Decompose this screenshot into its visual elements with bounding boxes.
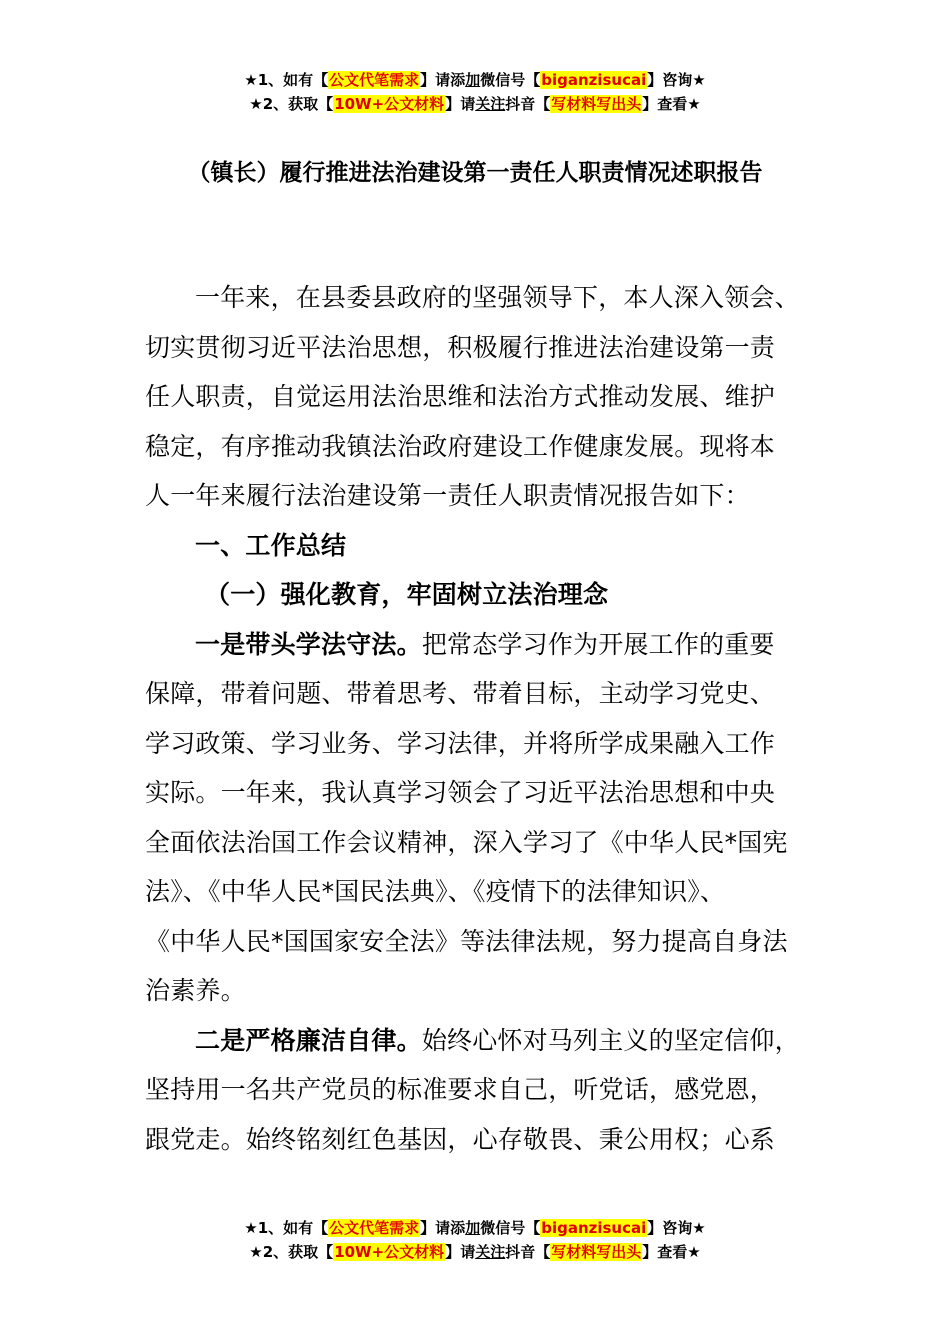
paragraph-text: 始终心怀对马列主义的坚定信仰， <box>421 1025 800 1055</box>
intro-line: 人一年来履行法治建设第一责任人职责情况报告如下： <box>145 481 750 510</box>
banner-text: ★1、如有【 <box>244 71 329 89</box>
banner-text: 抖音【 <box>505 1243 551 1261</box>
paragraph-text: 把常态学习作为开展工作的重要 <box>421 629 775 659</box>
paragraph-line: 法》、《中华人民*国民法典》、《疫情下的法律知识》、 <box>145 877 726 906</box>
paragraph-lead: 二是严格廉洁自律。 <box>195 1025 422 1055</box>
underlined-text: 关注 <box>475 95 506 113</box>
banner-text: 】咨询★ <box>647 71 706 89</box>
paragraph-line: 全面依法治国工作会议精神，深入学习了《中华人民*国宪 <box>145 827 788 857</box>
banner-line-2 <box>0 1240 950 1264</box>
intro-line: 一年来，在县委县政府的坚强领导下，本人深入领会、 <box>195 283 800 312</box>
highlight-text: 公文代笔需求 <box>329 1219 420 1237</box>
underlined-text: 加 <box>465 71 481 89</box>
banner-text: 微信号【 <box>480 71 541 89</box>
paragraph-line: 实际。一年来，我认真学习领会了习近平法治思想和中央 <box>145 778 776 807</box>
highlight-text: 10W+公文材料 <box>334 1243 445 1261</box>
paragraph-line: 保障，带着问题、带着思考、带着目标，主动学习党史、 <box>145 679 776 708</box>
document-title: （镇长）履行推进法治建设第一责任人职责情况述职报告 <box>187 160 763 186</box>
subsection-heading: （一）强化教育，牢固树立法治理念 <box>205 580 609 609</box>
header-banner <box>0 68 950 116</box>
intro-line: 切实贯彻习近平法治思想，积极履行推进法治建设第一责 <box>145 332 776 362</box>
banner-text: 】请添 <box>420 1219 466 1237</box>
underlined-text: 加 <box>465 1219 481 1237</box>
banner-text: ★2、获取【 <box>249 95 334 113</box>
wechat-id: biganzisucai <box>541 71 647 89</box>
banner-text: 抖音【 <box>505 95 551 113</box>
banner-text: ★1、如有【 <box>244 1219 329 1237</box>
highlight-text: 10W+公文材料 <box>334 95 445 113</box>
douyin-id: 写材料写出头 <box>551 1243 642 1261</box>
banner-text: 】请 <box>445 95 476 113</box>
intro-line: 稳定，有序推动我镇法治政府建设工作健康发展。现将本 <box>145 431 776 461</box>
banner-text: ★2、获取【 <box>249 1243 334 1261</box>
banner-line-2 <box>0 92 950 116</box>
paragraph-lead: 一是带头学法守法。 <box>195 629 422 659</box>
paragraph-line <box>145 1016 825 1066</box>
wechat-id: biganzisucai <box>541 1219 647 1237</box>
intro-line: 任人职责，自觉运用法治思维和法治方式推动发展、维护 <box>145 382 776 411</box>
underlined-text: 关注 <box>475 1243 506 1261</box>
footer-banner <box>0 1216 950 1264</box>
paragraph-line: 学习政策、学习业务、学习法律，并将所学成果融入工作 <box>145 728 776 758</box>
banner-text: 微信号【 <box>480 1219 541 1237</box>
banner-text: 】请添 <box>420 71 466 89</box>
document-body <box>145 273 825 1164</box>
section-heading: 一、工作总结 <box>195 530 347 560</box>
paragraph-line: 跟党走。始终铭刻红色基因，心存敬畏、秉公用权；心系 <box>145 1124 776 1154</box>
paragraph-line: 《中华人民*国国家安全法》等法律法规，努力提高自身法 <box>145 926 788 956</box>
paragraph-line <box>145 620 825 670</box>
banner-text: 】查看★ <box>642 95 701 113</box>
banner-line-1 <box>0 1216 950 1240</box>
banner-line-1 <box>0 68 950 92</box>
paragraph-line: 坚持用一名共产党员的标准要求自己，听党话，感党恩， <box>145 1075 776 1104</box>
banner-text: 】请 <box>445 1243 476 1261</box>
banner-text: 】查看★ <box>642 1243 701 1261</box>
banner-text: 】咨询★ <box>647 1219 706 1237</box>
paragraph-line: 治素养。 <box>145 976 246 1005</box>
douyin-id: 写材料写出头 <box>551 95 642 113</box>
highlight-text: 公文代笔需求 <box>329 71 420 89</box>
